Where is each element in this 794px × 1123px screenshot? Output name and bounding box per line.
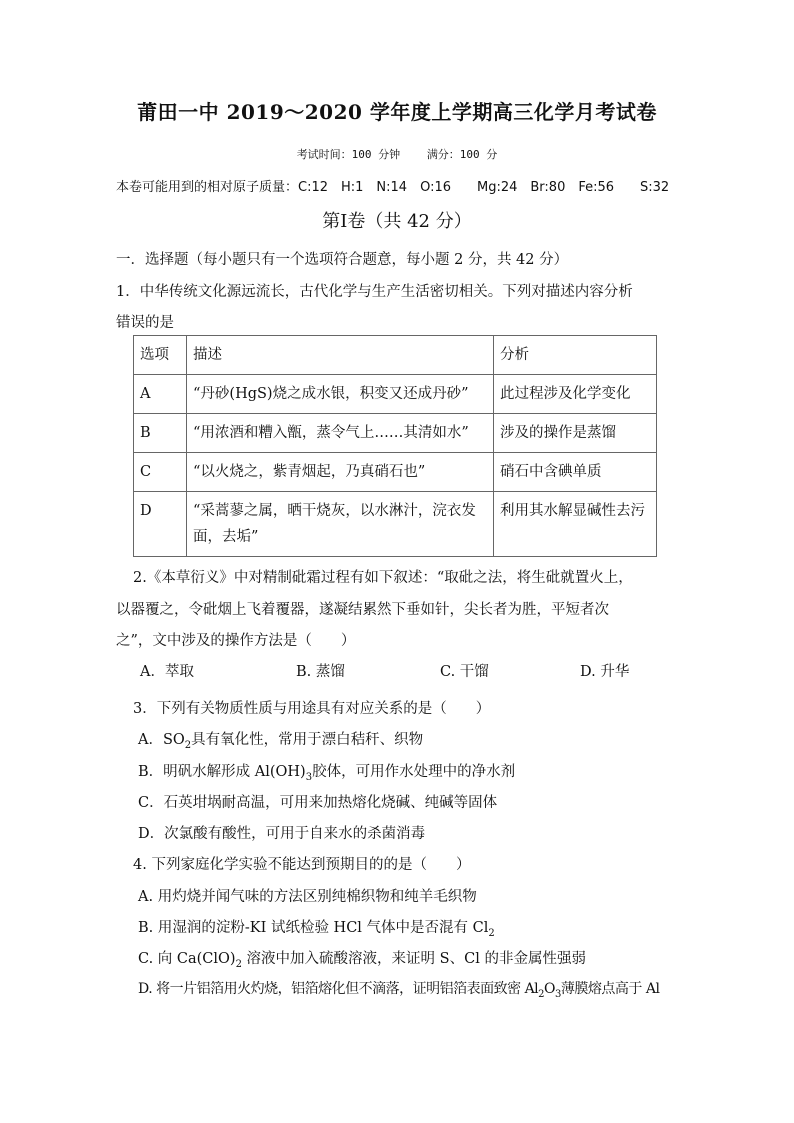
table-cell: 硝石中含碘单质 — [494, 453, 657, 492]
table-cell: A — [134, 375, 187, 414]
atomic-masses: 本卷可能用到的相对原子质量：C:12 H:1 N:14 O:16 Mg:24 Br:80 Fe:56 S:32 — [116, 180, 670, 195]
q3-option-a-text: A．SO — [138, 732, 185, 748]
section-instruction: 一．选择题（每小题只有一个选项符合题意，每小题 2 分，共 42 分） — [116, 252, 569, 268]
section-title: 第Ⅰ卷（共 42 分） — [322, 211, 472, 232]
q4-option-d-text: D. 将一片铝箔用火灼烧，铝箔熔化但不滴落，证明铝箔表面致密 Al — [138, 981, 539, 997]
table-cell: 利用其水解显碱性去污 — [494, 492, 657, 557]
q4-option-d-mid: O — [544, 981, 556, 997]
q3-option-a — [138, 728, 423, 751]
option-a: A．萃取 — [140, 664, 194, 680]
q3-option-a-text-2: 具有氧化性，常用于漂白秸秆、织物 — [191, 732, 424, 748]
q4-option-a: A. 用灼烧并闻气味的方法区别纯棉织物和纯羊毛织物 — [138, 889, 477, 905]
table-header-cell: 选项 — [134, 336, 187, 375]
q2-line3: 之”，文中涉及的操作方法是（ ） — [116, 633, 356, 649]
q3-option-b — [138, 760, 515, 783]
full-score: 满分：100 分 — [426, 148, 498, 161]
q4-option-b-text: B. 用湿润的淀粉-KI 试纸检验 HCl 气体中是否混有 Cl — [138, 920, 489, 936]
option-c: C. 干馏 — [440, 664, 489, 680]
table-cell: D — [134, 492, 187, 557]
q4-option-c-text-2: 溶液中加入硫酸溶液，来证明 S、Cl 的非金属性强弱 — [241, 951, 586, 967]
q4-option-b-sub: 2 — [488, 927, 495, 939]
q4-option-d — [138, 978, 659, 1000]
q1-stem-line2: 错误的是 — [116, 315, 174, 331]
q3-stem: 3．下列有关物质性质与用途具有对应关系的是（ ） — [133, 701, 491, 717]
q3-option-b-sub: 3 — [305, 771, 313, 783]
q4-option-c-sub: 2 — [235, 958, 242, 970]
table-cell: 此过程涉及化学变化 — [494, 375, 657, 414]
q3-option-d: D．次氯酸有酸性，可用于自来水的杀菌消毒 — [138, 826, 426, 842]
q4-option-b — [138, 916, 495, 939]
table-cell: “采蒿蓼之属，晒干烧灰，以水淋汁，浣衣发面，去垢” — [187, 492, 494, 557]
q1-stem-line1: 1．中华传统文化源远流长，古代化学与生产生活密切相关。下列对描述内容分析 — [116, 284, 633, 300]
table-cell: “用浓酒和糟入甑，蒸令气上……其清如水” — [187, 414, 494, 453]
q2-line2: 以器覆之，令砒烟上飞着覆器，遂凝结累然下垂如针，尖长者为胜，平短者次 — [116, 602, 609, 618]
page-title: 莆田一中 2019～2020 学年度上学期高三化学月考试卷 — [137, 100, 657, 124]
table-cell: C — [134, 453, 187, 492]
table-row — [134, 414, 657, 453]
exam-info — [0, 146, 794, 162]
q3-option-b-text-2: 胶体，可用作水处理中的净水剂 — [312, 764, 516, 780]
q4-option-c — [138, 947, 586, 970]
q3-option-b-text: B．明矾水解形成 Al(OH) — [138, 764, 306, 780]
table-row — [134, 453, 657, 492]
table-cell: “丹砂(HgS)烧之成水银，积变又还成丹砂” — [187, 375, 494, 414]
table-header-row — [134, 336, 657, 375]
table-header-cell: 分析 — [494, 336, 657, 375]
table-row — [134, 492, 657, 557]
option-d: D. 升华 — [580, 664, 630, 680]
q3-option-a-sub: 2 — [184, 739, 192, 751]
table-header-cell: 描述 — [187, 336, 494, 375]
table-cell: B — [134, 414, 187, 453]
table-cell: 涉及的操作是蒸馏 — [494, 414, 657, 453]
q4-option-d-sub2: 3 — [555, 988, 561, 1000]
option-b: B. 蒸馏 — [296, 664, 345, 680]
table-row — [134, 375, 657, 414]
table-cell: “以火烧之，紫青烟起，乃真硝石也” — [187, 453, 494, 492]
q4-option-d-sub1: 2 — [538, 988, 545, 1000]
q3-option-c: C．石英坩埚耐高温，可用来加热熔化烧碱、纯碱等固体 — [138, 795, 498, 811]
q4-option-c-text: C. 向 Ca(ClO) — [138, 951, 236, 967]
exam-time: 考试时间：100 分钟 — [296, 148, 401, 161]
q1-table — [133, 335, 657, 557]
q2-line1: 2.《本草衍义》中对精制砒霜过程有如下叙述：“取砒之法，将生砒就置火上， — [133, 570, 633, 586]
q4-option-d-text-2: 薄膜熔点高于 Al — [560, 981, 660, 997]
q4-stem: 4. 下列家庭化学实验不能达到预期目的的是（ ） — [133, 857, 471, 873]
